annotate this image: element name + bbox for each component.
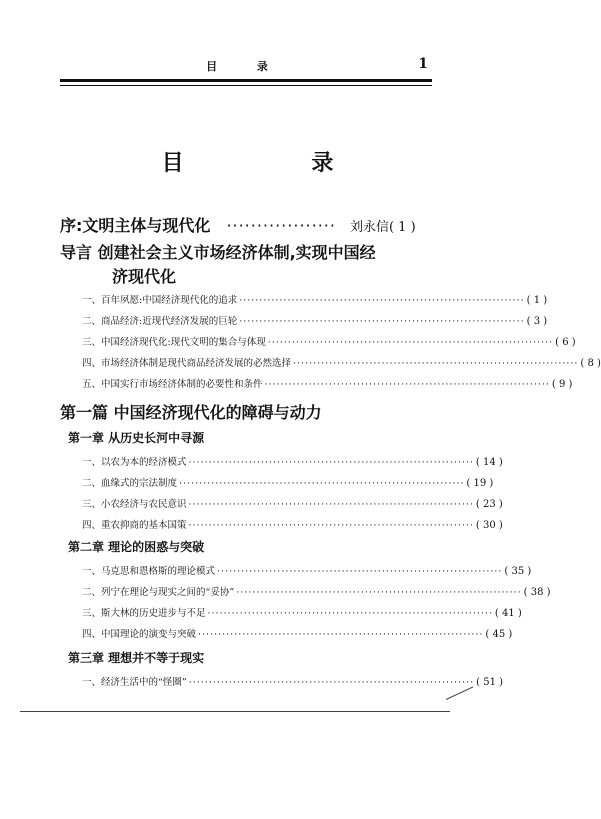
toc-entry-text: 一、马克思和恩格斯的理论模式 (82, 566, 216, 577)
toc-entry-page: ( 1 ) (526, 295, 548, 306)
page-number: 1 (418, 56, 428, 72)
toc-entry-text: 三、中国经济现代化:现代文明的集合与体现 (82, 337, 266, 348)
toc-entry-page: ( 6 ) (555, 337, 576, 348)
toc-chapter-2 (68, 538, 204, 555)
toc-entry-text: 二、商品经济:近现代经济发展的巨轮 (82, 316, 238, 327)
toc-entry-text: 一、百年夙愿:中国经济现代化的追求 (82, 295, 238, 306)
toc-entry-text: 一、经济生活中的“怪圈” (82, 677, 187, 688)
toc-entry-page: ( 35 ) (504, 566, 532, 577)
toc-entry-text: 序:文明主体与现代化 (60, 216, 211, 235)
toc-chapter-1 (68, 429, 204, 446)
toc-entry-page: ( 51 ) (476, 677, 504, 688)
toc-entry-ch2-2 (82, 584, 551, 598)
toc-entry-ch3-1 (82, 674, 504, 688)
toc-leader-dots: ······································································· (239, 316, 525, 327)
toc-entry-intro-2 (82, 313, 548, 327)
toc-leader-dots: ······································································· (179, 478, 465, 489)
toc-entry-page: ( 8 ) (580, 358, 601, 369)
toc-entry-text: 三、斯大林的历史进步与不足 (82, 608, 206, 619)
toc-entry-preface (60, 213, 435, 236)
footer-rule-slash (446, 686, 474, 700)
toc-entry-text: 第一章 从历史长河中寻源 (68, 431, 205, 445)
toc-entry-page: ( 14 ) (475, 457, 503, 468)
toc-leader-dots: ······································································· (198, 629, 484, 640)
toc-leader-dots: ······································································· (188, 499, 474, 510)
toc-entry-ch1-1 (82, 454, 503, 468)
running-header (60, 58, 432, 78)
toc-entry-ch2-4 (82, 626, 513, 640)
toc-entry-introduction-continued (112, 264, 176, 287)
toc-entry-intro-1 (82, 292, 548, 306)
toc-entry-page: ( 19 ) (466, 478, 494, 489)
toc-entry-ch1-2 (82, 475, 494, 489)
footer-rule (20, 711, 450, 712)
toc-leader-dots: ······································································· (217, 566, 503, 577)
toc-entry-page: ( 30 ) (475, 520, 503, 531)
toc-entry-text: 济现代化 (112, 267, 177, 286)
toc-entry-author: 刘永信 (349, 220, 389, 235)
toc-chapter-3 (68, 649, 204, 666)
toc-entry-text: 五、中国实行市场经济体制的必要性和条件 (82, 379, 263, 390)
toc-entry-intro-4 (82, 355, 601, 369)
toc-entry-text: 导言 创建社会主义市场经济体制,实现中国经 (60, 243, 376, 262)
toc-entry-text: 第三章 理想并不等于现实 (68, 651, 205, 665)
toc-leader-dots: ······································································· (239, 295, 525, 306)
toc-entry-text: 第一篇 中国经济现代化的障碍与动力 (60, 403, 322, 422)
toc-entry-page: ( 38 ) (523, 587, 551, 598)
running-header-title: 目 录 (206, 60, 286, 73)
toc-entry-text: 二、血缘式的宗法制度 (82, 478, 178, 489)
toc-entry-ch1-3 (82, 496, 503, 510)
toc-entry-text: 四、重农抑商的基本国策 (82, 520, 187, 531)
toc-leader-dots: ······································································· (188, 677, 475, 688)
toc-leader-dots: ······································································· (293, 358, 579, 369)
toc-leader-dots: ······································································· (188, 457, 474, 468)
toc-entry-page: ( 1 ) (388, 220, 416, 235)
toc-entry-text: 三、小农经济与农民意识 (82, 499, 187, 510)
page-title: 目 录 (161, 151, 394, 176)
toc-entry-page: ( 45 ) (485, 629, 513, 640)
toc-leader-dots: ······································································· (236, 587, 522, 598)
toc-leader-dots: ······································································· (207, 608, 493, 619)
toc-entry-page: ( 9 ) (551, 379, 573, 390)
toc-entry-ch1-4 (82, 517, 503, 531)
toc-entry-intro-5 (82, 376, 573, 390)
toc-entry-page: ( 41 ) (494, 608, 522, 619)
toc-leader-dots: ······································································· (188, 520, 474, 531)
toc-entry-text: 四、中国理论的演变与突破 (82, 629, 197, 640)
toc-entry-intro-3 (82, 334, 576, 348)
toc-leader-dots: ·················· (226, 216, 336, 235)
toc-entry-ch2-3 (82, 605, 522, 619)
toc-entry-text: 第二章 理论的困惑与突破 (68, 540, 205, 554)
toc-part-1 (60, 400, 322, 423)
toc-entry-text: 一、以农为本的经济模式 (82, 457, 187, 468)
header-rule-thick (60, 79, 432, 82)
toc-leader-dots: ······································································· (267, 337, 554, 348)
toc-entry-introduction (60, 240, 435, 263)
toc-leader-dots: ······································································· (264, 379, 550, 390)
toc-entry-ch2-1 (82, 563, 532, 577)
header-rule-thin (60, 85, 432, 86)
toc-entry-page: ( 3 ) (526, 316, 548, 327)
toc-entry-text: 二、列宁在理论与现实之间的“妥协” (82, 587, 235, 598)
toc-entry-text: 四、市场经济体制是现代商品经济发展的必然选择 (82, 358, 292, 369)
toc-entry-page: ( 23 ) (475, 499, 503, 510)
